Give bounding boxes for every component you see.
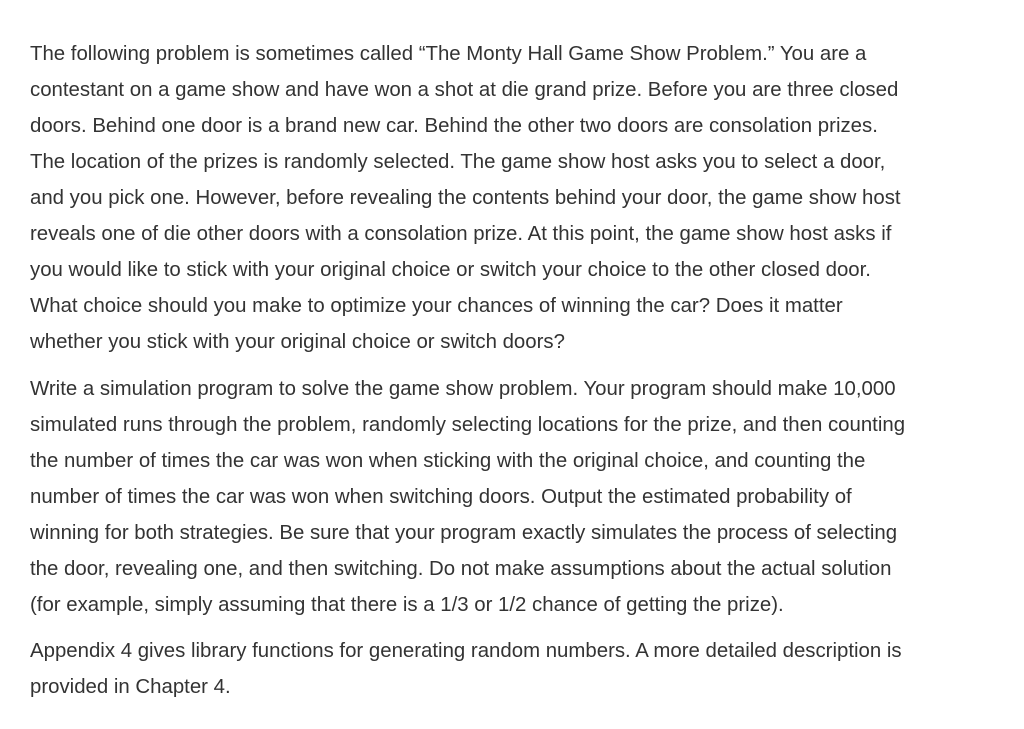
text-line: contestant on a game show and have won a shot at die grand prize. Before you are three closed xyxy=(30,79,899,101)
text-line: you would like to stick with your original choice or switch your choice to the other closed door. xyxy=(30,259,871,281)
paragraph-simulation-task xyxy=(30,371,1018,623)
text-line: the number of times the car was won when sticking with the original choice, and counting the xyxy=(30,449,866,472)
text-line: the door, revealing one, and then switching. Do not make assumptions about the actual solution xyxy=(30,557,892,580)
text-line: whether you stick with your original choice or switch doors? xyxy=(30,331,565,353)
text-line: The following problem is sometimes called “The Monty Hall Game Show Problem.” You are a xyxy=(30,43,867,65)
text-line: reveals one of die other doors with a consolation prize. At this point, the game show host asks if xyxy=(30,223,892,245)
text-line: Write a simulation program to solve the game show problem. Your program should make 10,000 xyxy=(30,377,896,400)
paragraph-problem-statement xyxy=(30,36,1018,360)
text-line: The location of the prizes is randomly selected. The game show host asks you to select a door, xyxy=(30,151,886,173)
text-line: (for example, simply assuming that there is a 1/3 or 1/2 chance of getting the prize). xyxy=(30,593,784,616)
text-line: and you pick one. However, before revealing the contents behind your door, the game show host xyxy=(30,187,901,209)
text-line: provided in Chapter 4. xyxy=(30,676,231,698)
text-line: simulated runs through the problem, randomly selecting locations for the prize, and then counting xyxy=(30,413,906,436)
text-line: What choice should you make to optimize your chances of winning the car? Does it matter xyxy=(30,295,843,317)
paragraph-appendix-note xyxy=(30,633,1018,705)
text-line: winning for both strategies. Be sure that your program exactly simulates the process of selecting xyxy=(30,521,898,544)
text-line: Appendix 4 gives library functions for generating random numbers. A more detailed description is xyxy=(30,640,902,662)
problem-text xyxy=(30,36,1018,705)
text-line: number of times the car was won when switching doors. Output the estimated probability of xyxy=(30,485,852,508)
text-line: doors. Behind one door is a brand new car. Behind the other two doors are consolation prizes. xyxy=(30,115,878,137)
